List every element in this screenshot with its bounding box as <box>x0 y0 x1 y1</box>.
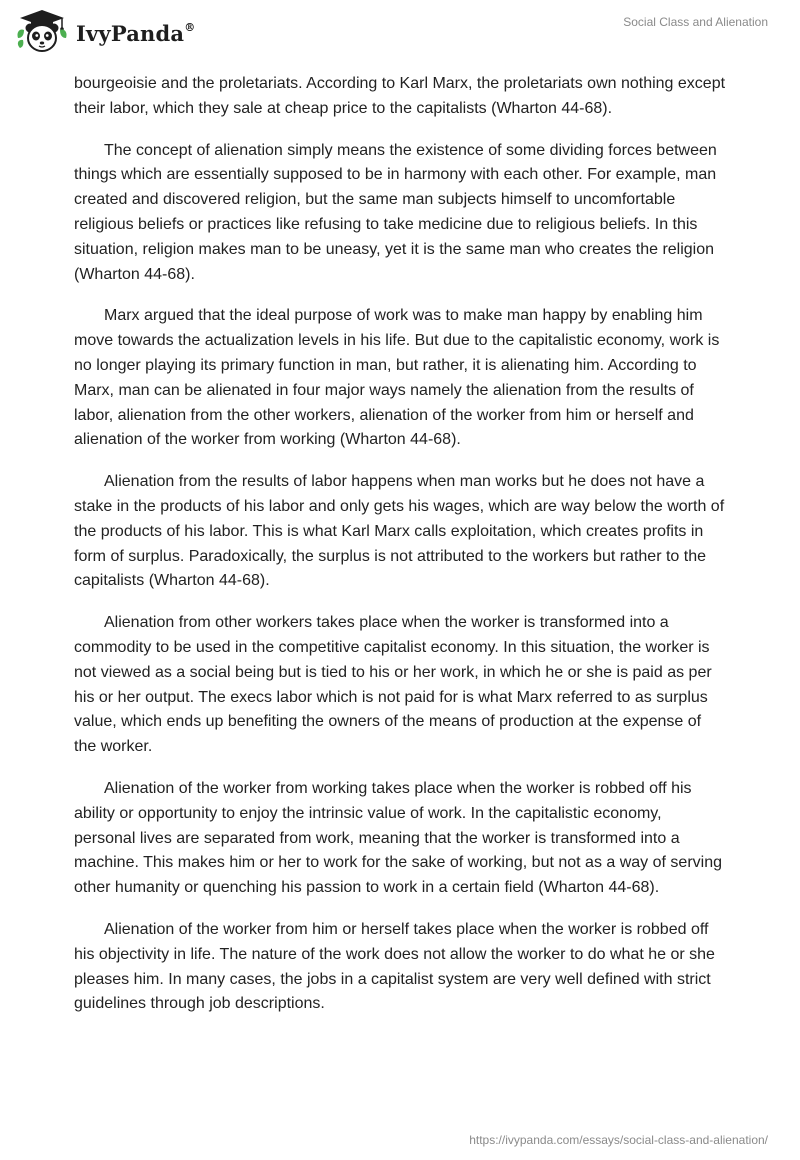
logo-name: IvyPanda <box>76 20 185 46</box>
essay-body <box>74 72 726 1034</box>
panda-graduate-icon <box>14 8 70 54</box>
page-header <box>0 0 800 60</box>
source-url[interactable]: https://ivypanda.com/essays/social-class-and-alienation/ <box>469 1133 768 1147</box>
paragraph-other-workers: Alienation from other workers takes place when the worker is transformed into a commodity to be used in the competitive capitalist economy. In this situation, the worker is not viewed as a social being but is tied to his or her work, in which he or she is paid as per his or her output. The execs labor which is not paid for is what Marx referred to as surplus value, which ends up benefiting the owners of the means of production at the expense of the worker. <box>74 614 712 756</box>
paragraph-purpose-of-work: Marx argued that the ideal purpose of work was to make man happy by enabling him move towards the actualization levels in his life. But due to the capitalistic economy, work is no longer playing its primary function in man, but rather, it is alienating him. According to Marx, man can be alienated in four major ways namely the alienation from the results of labor, alienation from the other workers, alienation of the worker from him or herself and alienation of the worker from working (Wharton 44-68). <box>74 307 720 449</box>
paragraph-results-of-labor: Alienation from the results of labor happens when man works but he does not have a stake in the products of his labor and only gets his wages, which are way below the worth of the products of his labor. This is what Karl Marx calls exploitation, which creates profits in form of surplus. Paradoxically, the surplus is not attributed to the workers but rather to the capitalists (Wharton 44-68). <box>74 473 725 590</box>
registered-mark: ® <box>184 20 196 34</box>
logo-wordmark <box>76 21 195 46</box>
paragraph-continuation: bourgeoisie and the proletariats. According to Karl Marx, the proletariats own nothing except their labor, which they sale at cheap price to the capitalists (Wharton 44-68). <box>74 75 726 117</box>
ivypanda-logo[interactable] <box>14 8 195 54</box>
paragraph-from-self: Alienation of the worker from him or herself takes place when the worker is robbed off his objectivity in life. The nature of the work does not allow the worker to do what he or she pleases him. In many cases, the jobs in a capitalist system are very well defined with strict guidelines through job descriptions. <box>74 920 715 1013</box>
document-title: Social Class and Alienation <box>623 15 768 29</box>
paragraph-alienation-concept: The concept of alienation simply means the existence of some dividing forces between things which are essentially supposed to be in harmony with each other. For example, man created and discovered religion, but the same man subjects himself to uncomfortable religious beliefs or practices like refusing to take medicine due to religious beliefs. In this situation, religion makes man to be uneasy, yet it is the same man who creates the religion (Wharton 44-68). <box>74 141 717 283</box>
paragraph-from-working: Alienation of the worker from working takes place when the worker is robbed off his ability or opportunity to enjoy the intrinsic value of work. In the capitalistic economy, personal lives are separated from work, meaning that the worker is transformed into a machine. This makes him or her to work for the sake of working, but not as a way of serving other humanity or quenching his passion to work in a certain field (Wharton 44-68). <box>74 779 722 897</box>
